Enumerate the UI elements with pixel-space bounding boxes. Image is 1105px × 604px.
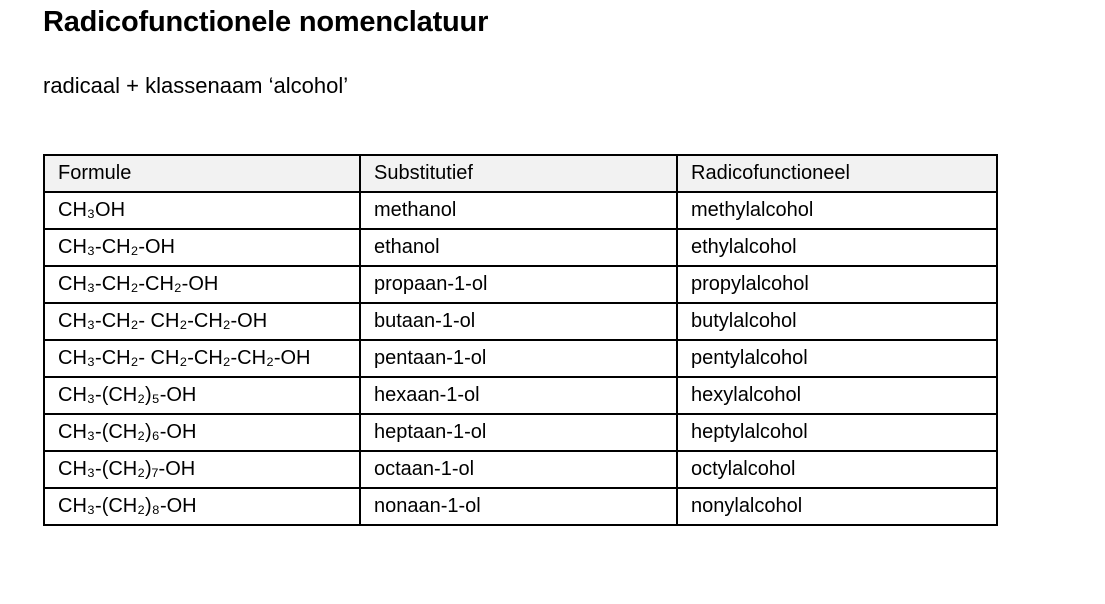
table-header-row xyxy=(44,155,997,192)
radicofunctional-name-cell: heptylalcohol xyxy=(677,414,997,451)
formula-cell: CH₃-CH₂- CH₂-CH₂-CH₂-OH xyxy=(44,340,360,377)
formula-cell: CH₃-(CH₂)₇-OH xyxy=(44,451,360,488)
formula-cell: CH₃-(CH₂)₈-OH xyxy=(44,488,360,525)
substitutive-name-cell: heptaan-1-ol xyxy=(360,414,677,451)
table-row xyxy=(44,488,997,525)
radicofunctional-name-cell: pentylalcohol xyxy=(677,340,997,377)
formula-cell: CH₃-CH₂-CH₂-OH xyxy=(44,266,360,303)
table-row xyxy=(44,192,997,229)
header-substitutief: Substitutief xyxy=(360,155,677,192)
substitutive-name-cell: pentaan-1-ol xyxy=(360,340,677,377)
formula-cell: CH₃-(CH₂)₅-OH xyxy=(44,377,360,414)
table-row xyxy=(44,229,997,266)
formula-cell: CH₃-CH₂-OH xyxy=(44,229,360,266)
substitutive-name-cell: butaan-1-ol xyxy=(360,303,677,340)
table-row xyxy=(44,340,997,377)
radicofunctional-name-cell: hexylalcohol xyxy=(677,377,997,414)
radicofunctional-name-cell: methylalcohol xyxy=(677,192,997,229)
radicofunctional-name-cell: butylalcohol xyxy=(677,303,997,340)
radicofunctional-name-cell: nonylalcohol xyxy=(677,488,997,525)
substitutive-name-cell: ethanol xyxy=(360,229,677,266)
table-row xyxy=(44,303,997,340)
substitutive-name-cell: octaan-1-ol xyxy=(360,451,677,488)
substitutive-name-cell: hexaan-1-ol xyxy=(360,377,677,414)
radicofunctional-name-cell: octylalcohol xyxy=(677,451,997,488)
radicofunctional-name-cell: ethylalcohol xyxy=(677,229,997,266)
table-row xyxy=(44,266,997,303)
substitutive-name-cell: propaan-1-ol xyxy=(360,266,677,303)
page-title: Radicofunctionele nomenclatuur xyxy=(43,6,489,38)
table-row xyxy=(44,451,997,488)
formula-cell: CH₃-CH₂- CH₂-CH₂-OH xyxy=(44,303,360,340)
formula-cell: CH₃-(CH₂)₆-OH xyxy=(44,414,360,451)
radicofunctional-name-cell: propylalcohol xyxy=(677,266,997,303)
page-subtitle: radicaal + klassenaam ‘alcohol’ xyxy=(43,73,349,98)
substitutive-name-cell: nonaan-1-ol xyxy=(360,488,677,525)
header-formule: Formule xyxy=(44,155,360,192)
table-row xyxy=(44,377,997,414)
formula-cell: CH₃OH xyxy=(44,192,360,229)
nomenclature-table xyxy=(43,154,998,526)
header-radicofunctioneel: Radicofunctioneel xyxy=(677,155,997,192)
table-row xyxy=(44,414,997,451)
substitutive-name-cell: methanol xyxy=(360,192,677,229)
